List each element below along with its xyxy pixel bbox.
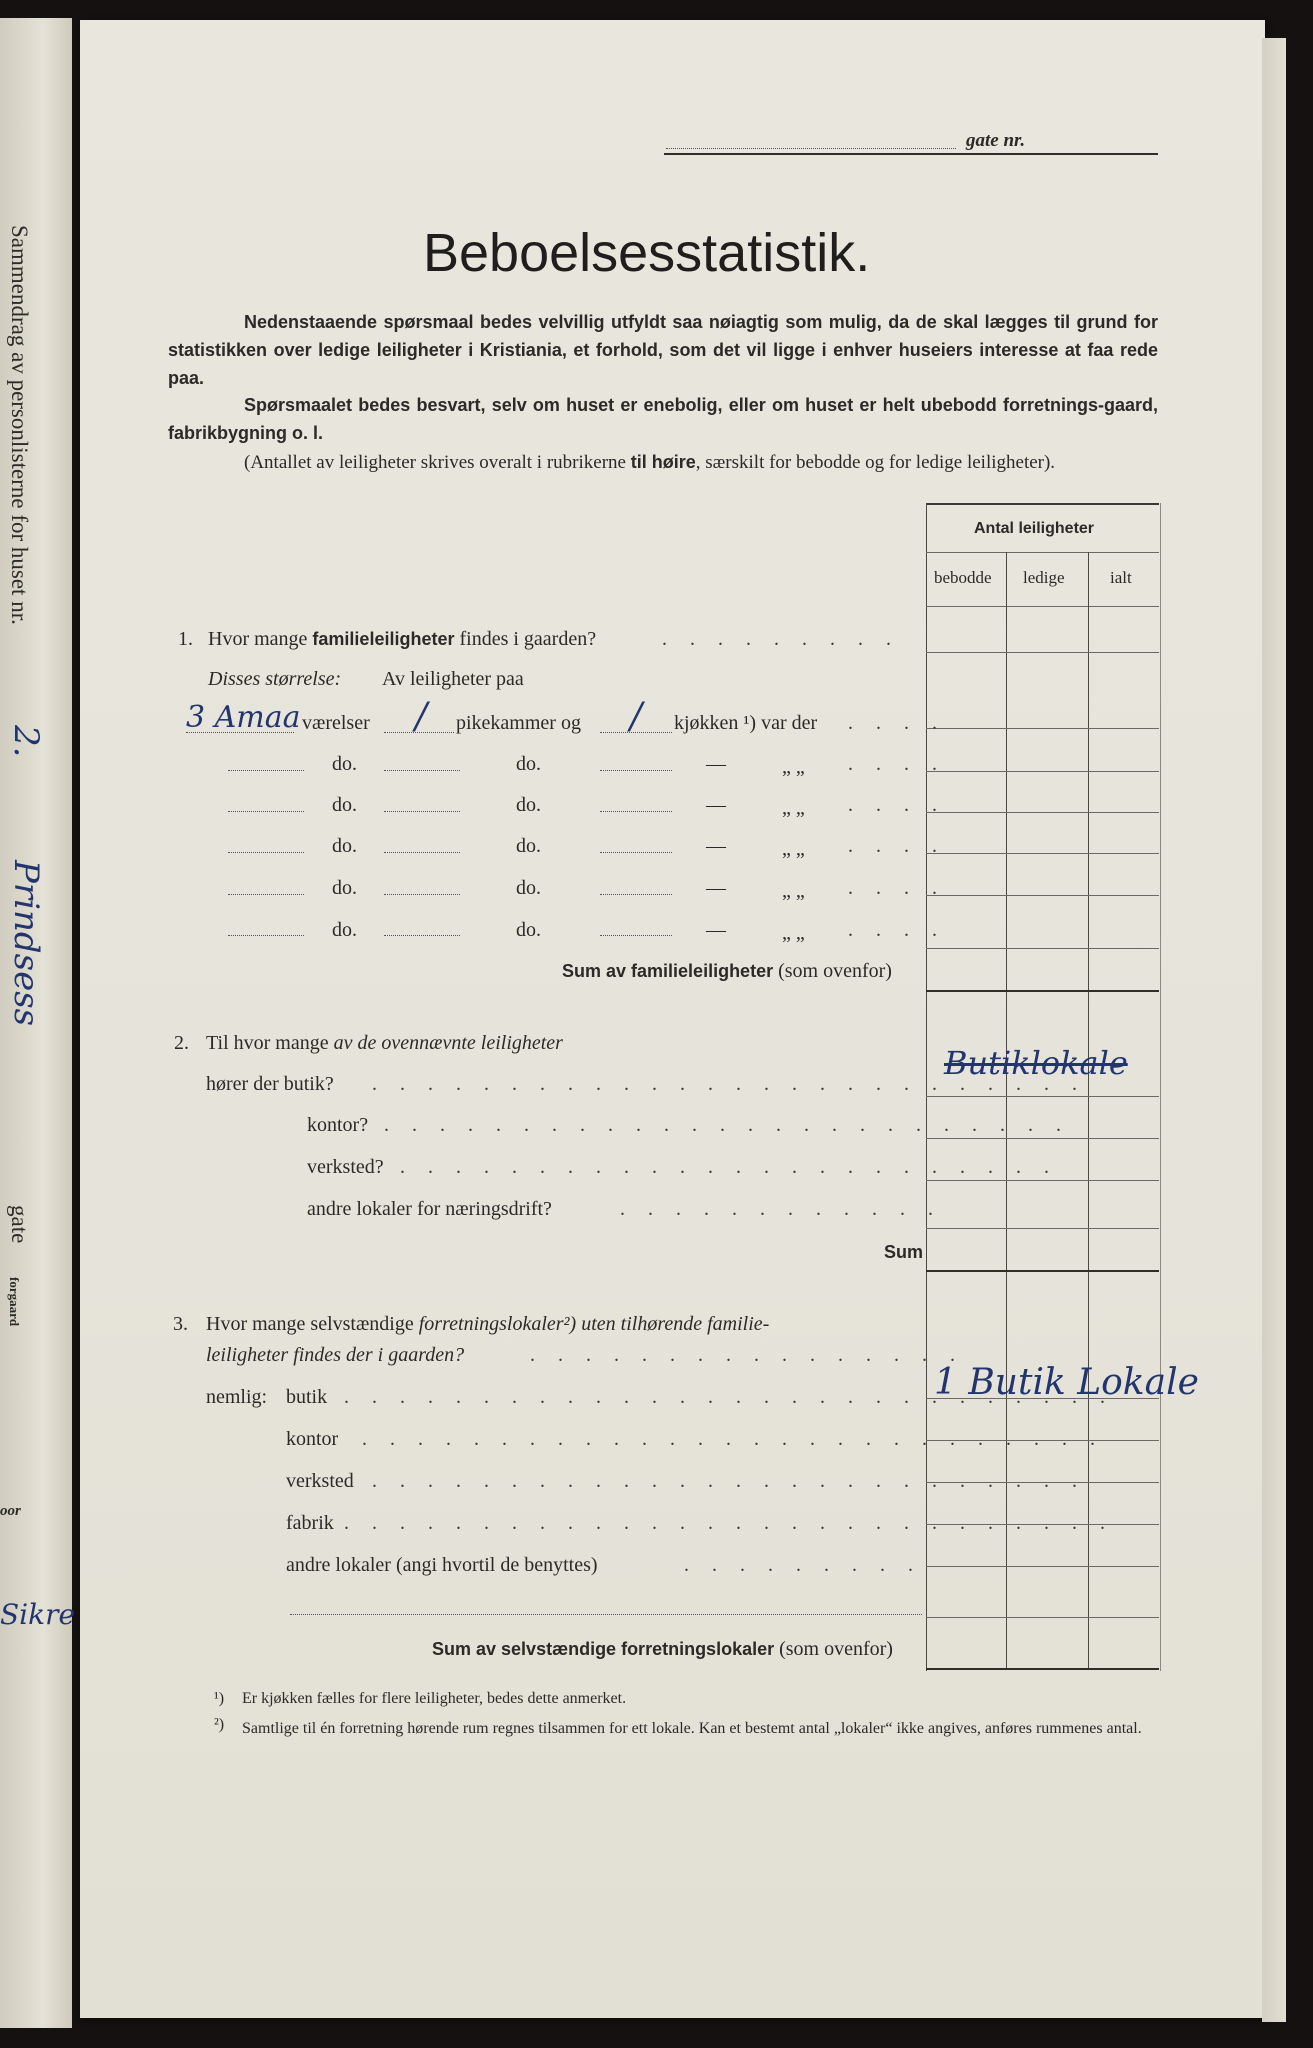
- q1-do-rooms: do.: [332, 835, 357, 857]
- q3-line2: leiligheter findes der i gaarden?: [206, 1344, 465, 1366]
- q2-verksted: verksted?: [307, 1156, 384, 1178]
- fill-line: [384, 770, 460, 771]
- q1-dash: —: [706, 794, 726, 816]
- fill-line: [384, 732, 454, 733]
- section2-sum-rule: [926, 1270, 1159, 1272]
- section3-sum-rule: [926, 1668, 1159, 1670]
- table-subhead-rule: [926, 552, 1159, 553]
- q1-bold: familieleiligheter: [312, 629, 455, 649]
- q1-ditto: „ „: [782, 838, 805, 860]
- q3-verksted: verksted: [286, 1470, 354, 1492]
- row-rule: [926, 1180, 1159, 1181]
- q2-andre: andre lokaler for næringsdrift?: [307, 1198, 552, 1220]
- q2-butik: hører der butik?: [206, 1073, 334, 1095]
- q1-do-rooms: do.: [332, 877, 357, 899]
- q1-do-pike: do.: [516, 835, 541, 857]
- q3-fabrik: fabrik: [286, 1512, 334, 1534]
- leader-dots: . . . .: [848, 753, 946, 775]
- gate-underline: [664, 153, 1158, 155]
- q1-do-pike: do.: [516, 753, 541, 775]
- q1-sum-tail: (som ovenfor): [773, 960, 892, 982]
- margin-gate: gate: [7, 1205, 32, 1244]
- fill-line: [228, 811, 304, 812]
- q3-butik: butik: [286, 1386, 328, 1408]
- row-rule: [926, 1617, 1159, 1618]
- q1-ditto: „ „: [782, 797, 805, 819]
- intro-paragraph-2: Spørsmaalet bedes besvart, selv om huset er enebolig, eller om huset er helt ubebodd forretnings-gaard, fabrikbygning o. l.: [168, 395, 1158, 443]
- table-col-bebodde: bebodde: [934, 568, 992, 587]
- row-rule: [926, 728, 1159, 729]
- q1-do-rooms: do.: [332, 753, 357, 775]
- intro-paragraph-3: [168, 448, 1158, 477]
- leader-dots: . . . .: [848, 877, 946, 899]
- q1-sum: [562, 960, 892, 983]
- handwritten-rooms: 3 Amaa: [186, 700, 301, 735]
- row-rule: [926, 652, 1159, 653]
- q1-ditto: „ „: [782, 880, 805, 902]
- q1-do-pike: do.: [516, 877, 541, 899]
- q1-number: 1.: [178, 628, 193, 650]
- q1-do-pike: do.: [516, 919, 541, 941]
- q1-dash: —: [706, 753, 726, 775]
- q1-tail: findes i gaarden?: [454, 628, 597, 650]
- q1-lead: Hvor mange: [208, 628, 313, 650]
- footnote-1: Er kjøkken fælles for flere leiligheter, bedes dette anmerket.: [242, 1690, 627, 1707]
- row-rule: [926, 771, 1159, 772]
- q3-sum-bold: Sum av selvstændige forretningslokaler: [432, 1639, 775, 1659]
- q1-size-tail: Av leiligheter paa: [382, 668, 524, 690]
- fill-line: [600, 852, 672, 853]
- row-rule: [926, 1566, 1159, 1567]
- leader-dots: . . . . . . . . . . . . . . . . . . . . . . . .: [400, 1156, 1058, 1178]
- leader-dots: . . . . . . . . . . . . . . . . . . . . . . . . . . . .: [344, 1512, 1114, 1534]
- handwritten-q3-answer: 1 Butik Lokale: [934, 1362, 1199, 1403]
- intro-p3-start: (Antallet av leiligheter skrives overalt i rubrikerne: [244, 452, 631, 473]
- table-col-ialt: ialt: [1110, 568, 1132, 587]
- table-col-ledige: ledige: [1023, 568, 1065, 587]
- intro-p3-end: , særskilt for bebodde og for ledige leiligheter).: [695, 452, 1056, 473]
- leader-dots: . . . . . . . . .: [684, 1554, 922, 1576]
- section1-sum-rule: [926, 990, 1159, 992]
- leader-dots: . . . .: [848, 794, 946, 816]
- q3-specify-line: [290, 1614, 922, 1615]
- q3-question: [206, 1313, 769, 1336]
- table-top-rule: [926, 503, 1159, 505]
- q3-sum: [432, 1638, 893, 1661]
- row-rule: [926, 895, 1159, 896]
- fill-line: [228, 770, 304, 771]
- leader-dots: . . . .: [848, 712, 946, 734]
- fill-line: [600, 732, 672, 733]
- q1-ditto: „ „: [782, 756, 805, 778]
- fill-line: [600, 770, 672, 771]
- leader-dots: . . . . . . . . . . . . . . . .: [530, 1344, 964, 1366]
- leader-dots: . . . . . . . . . . . . . . . . . . . . . . . . . .: [372, 1470, 1086, 1492]
- fill-line: [600, 935, 672, 936]
- leader-dots: . . . . . . . . . . . .: [620, 1198, 942, 1220]
- q2-kontor: kontor?: [307, 1114, 369, 1136]
- margin-forgaard: forgaard: [7, 1277, 22, 1327]
- q3-sum-tail: (som ovenfor): [774, 1638, 893, 1660]
- q2-ital: av de ovennævnte leiligheter: [333, 1032, 563, 1054]
- q2-question: [206, 1032, 563, 1055]
- q1-size-label: Disses størrelse:: [208, 668, 342, 690]
- fill-line: [186, 732, 294, 733]
- handwritten-kjokken: /: [630, 696, 643, 737]
- footnote-1-marker: ¹): [214, 1690, 225, 1707]
- q2-number: 2.: [174, 1032, 189, 1054]
- intro-paragraph-1: Nedenstaaende spørsmaal bedes velvillig utfyldt saa nøiagtig som mulig, da de skal lægges til grund for statistikken over ledige leiligheter i Kristiania, et forhold, som det vil ligge i enhver huseiers interesse at faa rede paa.: [168, 312, 1158, 388]
- q1-do-rooms: do.: [332, 794, 357, 816]
- margin-handwritten-bottom: Sikre: [0, 1598, 76, 1631]
- leader-dots: . . . . . . . . . . . . . . . . . . . . . . . . . . . .: [344, 1386, 1114, 1408]
- q1-pikekammer: pikekammer og: [456, 712, 581, 734]
- q1-dash: —: [706, 835, 726, 857]
- margin-vertical-text: Sammendrag av personlisterne for huset nr.: [7, 225, 32, 625]
- q1-do-pike: do.: [516, 794, 541, 816]
- q1-kjokken: kjøkken ¹) var der: [674, 712, 818, 734]
- row-rule: [926, 1228, 1159, 1229]
- intro-p3-bold: til høire: [630, 452, 696, 472]
- leader-dots: . . . . . . . . . . . . . . . . . . . . . . . . . . .: [362, 1428, 1104, 1450]
- fill-line: [228, 852, 304, 853]
- q1-question: [208, 628, 596, 651]
- margin-oor: oor: [0, 1503, 21, 1519]
- leader-dots: . . . .: [848, 919, 946, 941]
- right-page-edge: [1262, 38, 1286, 2022]
- q1-sum-bold: Sum av familieleiligheter: [562, 961, 774, 981]
- table-header-bottom: [926, 606, 1159, 607]
- q1-dash: —: [706, 919, 726, 941]
- row-rule: [926, 1138, 1159, 1139]
- q3-lead: Hvor mange selvstændige: [206, 1313, 419, 1335]
- gate-dotted-line: [666, 148, 956, 149]
- row-rule: [926, 948, 1159, 949]
- q3-nemlig: nemlig:: [206, 1386, 268, 1408]
- leader-dots: . . . . . . . . . . . . . . . . . . . . . . . . . .: [372, 1073, 1086, 1095]
- q1-ditto: „ „: [782, 922, 805, 944]
- table-right-rule: [1160, 503, 1161, 1671]
- margin-handwritten-number: 2.: [6, 725, 46, 758]
- row-rule: [926, 812, 1159, 813]
- fill-line: [228, 894, 304, 895]
- q2-lead: Til hvor mange: [206, 1032, 334, 1054]
- leader-dots: . . . .: [848, 835, 946, 857]
- q3-number: 3.: [173, 1313, 188, 1335]
- leader-dots: . . . . . . . . . . . . . . . . . . . . . . . . .: [384, 1114, 1070, 1136]
- fill-line: [384, 894, 460, 895]
- footnote-2: Samtlige til én forretning hørende rum regnes tilsammen for ett lokale. Kan et bestemt antal „lokaler“ ikke angives, anføres rummenes antal.: [242, 1720, 1142, 1737]
- q1-dash: —: [706, 877, 726, 899]
- table-col-rule-2: [1088, 552, 1089, 1670]
- row-rule: [926, 853, 1159, 854]
- footnote-2-marker: ²): [214, 1716, 225, 1733]
- fill-line: [384, 935, 460, 936]
- q1-vaerelser: værelser: [302, 712, 370, 734]
- q2-sum: Sum: [884, 1242, 924, 1262]
- q3-kontor: kontor: [286, 1428, 339, 1450]
- gate-nr-label: gate nr.: [966, 130, 1026, 151]
- table-col-rule-1: [1006, 552, 1007, 1670]
- fill-line: [600, 811, 672, 812]
- table-title: Antal leiligheter: [974, 520, 1095, 537]
- fill-line: [384, 852, 460, 853]
- fill-line: [384, 811, 460, 812]
- q3-ital2: uten tilhørende familie-: [576, 1313, 770, 1335]
- page-title: Beboelsesstatistik.: [423, 223, 871, 283]
- fill-line: [228, 935, 304, 936]
- handwritten-pikekammer: /: [415, 696, 428, 737]
- handwritten-struck-answer: Butiklokale: [944, 1044, 1128, 1082]
- margin-handwritten-street: Prindsess: [6, 860, 46, 1027]
- q3-ital1: forretningslokaler²): [418, 1313, 577, 1335]
- fill-line: [600, 894, 672, 895]
- row-rule: [926, 1096, 1159, 1097]
- leader-dots: . . . . . . . . .: [662, 628, 900, 650]
- q3-andre: andre lokaler (angi hvortil de benyttes): [286, 1554, 598, 1576]
- q1-do-rooms: do.: [332, 919, 357, 941]
